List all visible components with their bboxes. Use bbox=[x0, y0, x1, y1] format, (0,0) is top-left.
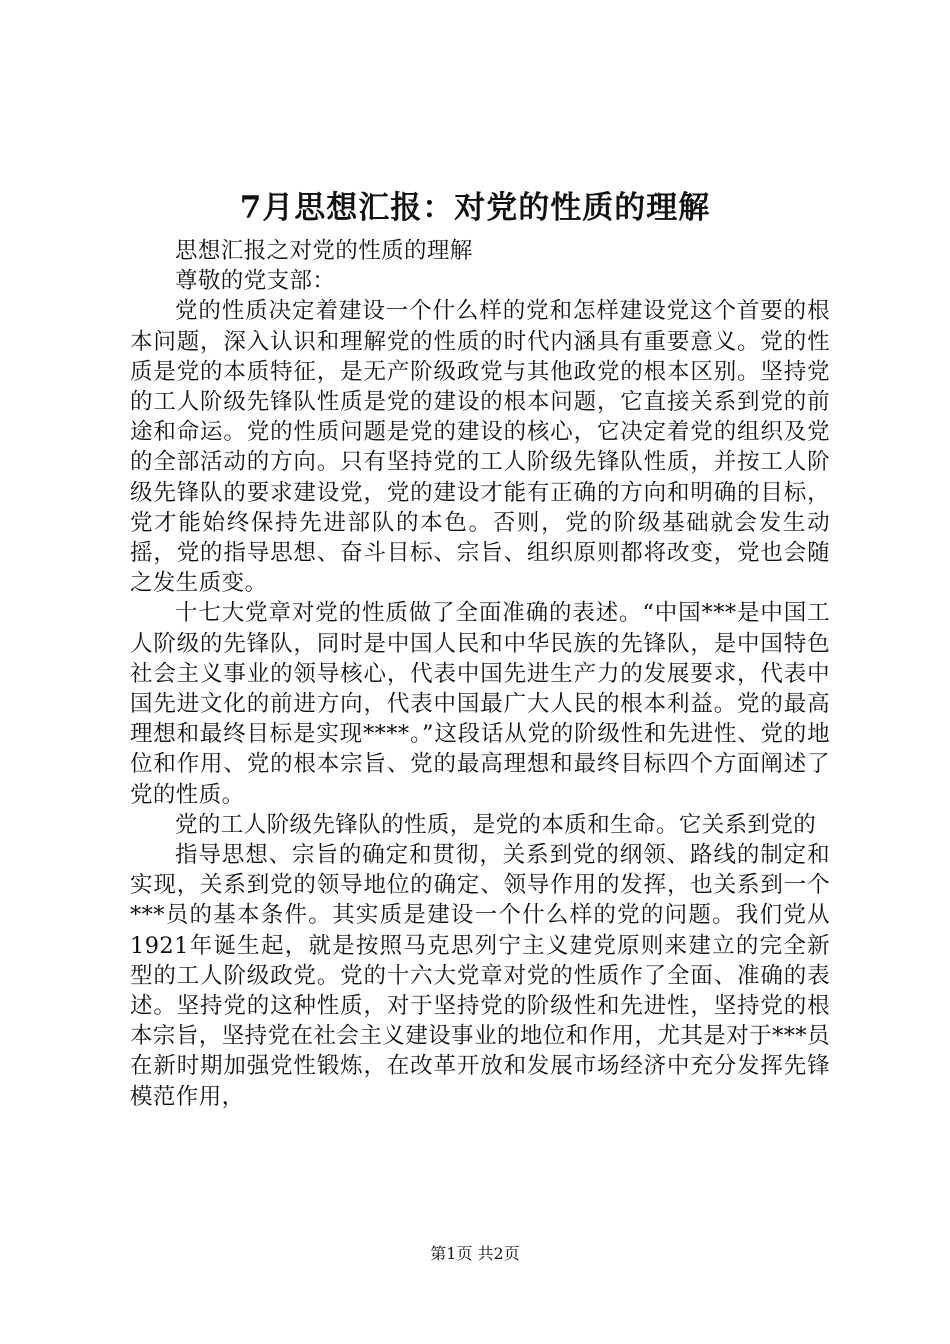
paragraph: 指导思想、宗旨的确定和贯彻，关系到党的纲领、路线的制定和实现，关系到党的领导地位的确定、领导作用的发挥，也关系到一个***员的基本条件。其实质是建设一个什么样的党的问题。我们党从1921年诞生起，就是按照马克思列宁主义建党原则来建立的完全新型的工人阶级政党。党的十六大党章对党的性质作了全面、准确的表述。坚持党的这种性质，对于坚持党的阶级性和先进性，坚持党的根本宗旨，坚持党在社会主义建设事业的地位和作用，尤其是对于***员在新时期加强党性锻炼，在改革开放和发展市场经济中充分发挥先锋模范作用， bbox=[130, 842, 830, 1110]
paragraph-subtitle: 思想汇报之对党的性质的理解 bbox=[175, 238, 473, 264]
document-title: 7月思想汇报：对党的性质的理解 bbox=[239, 190, 711, 226]
paragraph: 党的性质决定着建设一个什么样的党和怎样建设党这个首要的根本问题，深入认识和理解党的性质的时代内涵具有重要意义。党的性质是党的本质特征，是无产阶级政党与其他政党的根本区别。坚持党的工人阶级先锋队性质是党的建设的根本问题，它直接关系到党的前途和命运。党的性质问题是党的建设的核心，它决定着党的组织及党的全部活动的方向。只有坚持党的工人阶级先锋队性质，并按工人阶级先锋队的要求建设党，党的建设才能有正确的方向和明确的目标，党才能始终保持先进部队的本色。否则，党的阶级基础就会发生动摇，党的指导思想、奋斗目标、宗旨、组织原则都将改变，党也会随之发生质变。 bbox=[130, 298, 830, 597]
document-body bbox=[130, 236, 830, 1112]
paragraph-salutation: 尊敬的党支部： bbox=[175, 268, 336, 295]
paragraph: 党的工人阶级先锋队的性质，是党的本质和生命。它关系到党的 bbox=[175, 811, 817, 838]
page-footer: 第1页 共2页 bbox=[430, 1244, 520, 1263]
paragraph: 十七大党章对党的性质做了全面准确的表述。“中国***是中国工人阶级的先锋队，同时是中国人民和中华民族的先锋队，是中国特色社会主义事业的领导核心，代表中国先进生产力的发展要求，代表中国先进文化的前进方向，代表中国最广大人民的根本利益。党的最高理想和最终目标是实现****。”这段话从党的阶级性和先进性、党的地位和作用、党的根本宗旨、党的最高理想和最终目标四个方面阐述了党的性质。 bbox=[130, 600, 830, 808]
